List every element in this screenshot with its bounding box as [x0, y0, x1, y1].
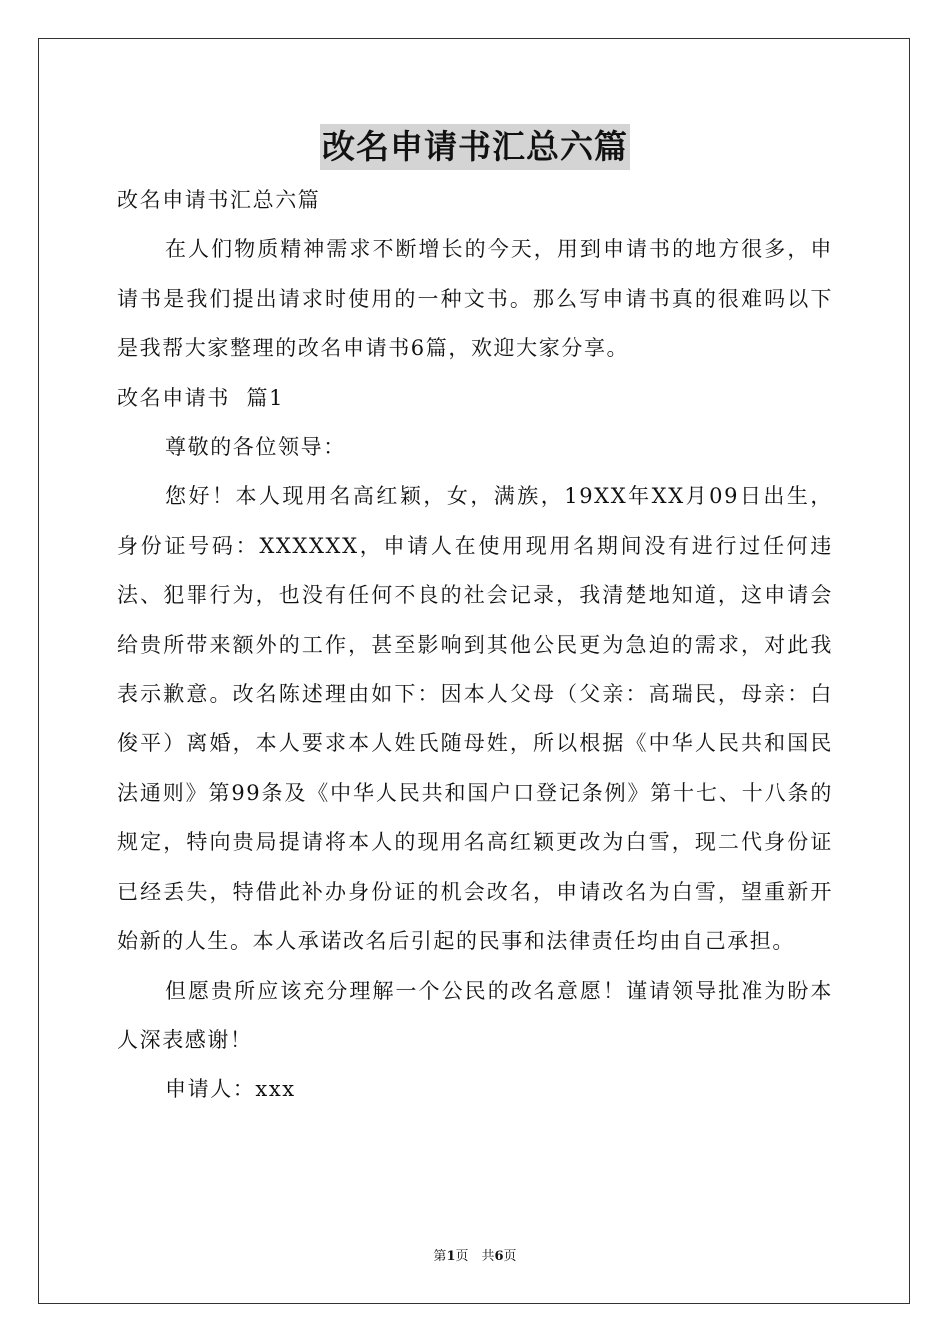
body-paragraph: 您好！本人现用名高红颖，女，满族，19XX年XX月09日出生，身份证号码：XXXXXX，申请人在使用现用名期间没有进行过任何违法、犯罪行为，也没有任何不良的社会记录，我清楚地知道，这申请会给贵所带来额外的工作，甚至影响到其他公民更为急迫的需求，对此我表示歉意。改名陈述理由如下：因本人父母（父亲：高瑞民，母亲：白俊平）离婚，本人要求本人姓氏随母姓，所以根据《中华人民共和国民法通则》第99条及《中华人民共和国户口登记条例》第十七、十八条的规定，特向贵局提请将本人的现用名高红颖更改为白雪，现二代身份证已经丢失，特借此补办身份证的机会改名，申请改名为白雪，望重新开始新的人生。本人承诺改名后引起的民事和法律责任均由自己承担。 [117, 484, 833, 954]
section-heading: 改名申请书 篇1 [117, 385, 285, 410]
document-body [117, 176, 833, 1115]
footer-prefix: 第 [433, 1249, 447, 1264]
document-title: 改名申请书汇总六篇 [320, 124, 630, 170]
document-subtitle: 改名申请书汇总六篇 [117, 188, 321, 212]
signature-line: 申请人：xxx [165, 1077, 296, 1102]
footer-mid: 页 共 [455, 1249, 495, 1264]
footer-current-page: 1 [446, 1249, 456, 1264]
title-container [0, 124, 950, 170]
footer-total-pages: 6 [494, 1249, 504, 1264]
footer-suffix: 页 [503, 1249, 517, 1264]
page-footer [0, 1248, 950, 1266]
closing-paragraph: 但愿贵所应该充分理解一个公民的改名意愿！谨请领导批准为盼本人深表感谢！ [117, 978, 833, 1052]
intro-paragraph: 在人们物质精神需求不断增长的今天，用到申请书的地方很多，申请书是我们提出请求时使用的一种文书。那么写申请书真的很难吗以下是我帮大家整理的改名申请书6篇，欢迎大家分享。 [117, 237, 833, 361]
salutation: 尊敬的各位领导： [165, 435, 346, 460]
